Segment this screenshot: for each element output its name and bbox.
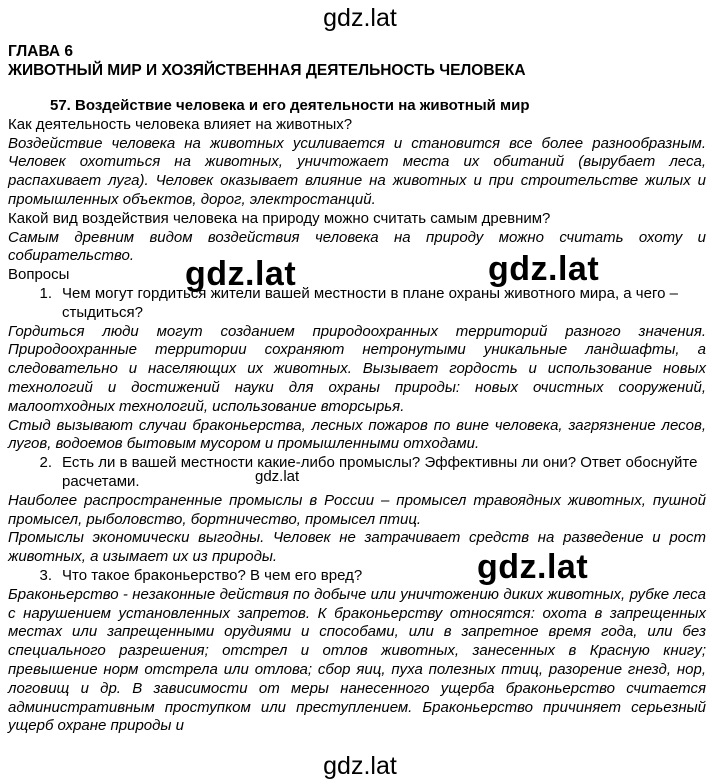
chapter-label: ГЛАВА 6	[8, 43, 74, 60]
questions-label: Вопросы	[8, 266, 70, 284]
watermark-mid-right: gdz.lat	[488, 250, 600, 288]
question-number: 2.	[39, 454, 52, 472]
watermark-top: gdz.lat	[323, 4, 397, 32]
intro-answer-1: Воздействие человека на животных усиливается и становится все более разнообразным. Человек охотиться на животных, уничтожает места их обитаний (вырубает леса, распахивает луга). Человек оказывает влияние на животных и при строительстве жилых и промышленных объектов, дорог, электростанций.	[8, 134, 706, 208]
answer-paragraph: Наиболее распространенные промыслы в России – промысел травоядных животных, пушной промысел, рыболовство, бортничество, промысел птиц.	[8, 491, 706, 528]
answer-paragraph: Промыслы экономически выгодны. Человек не затрачивает средств на разведение и рост животных, а изымает их из природы.	[8, 529, 706, 566]
answer-paragraph: Браконьерство - незаконные действия по добыче или уничтожению диких животных, рубке леса с нарушением установленных запретов. К браконьерству относятся: охота в запрещенных местах или запрещенными орудиями и способами, или в запретное время года, или без специального разрешения; отстрел и отлов животных, занесенных в Красную книгу; превышение норм отстрела или отлова; сбор яиц, пуха полезных птиц, разорение гнезд, нор, логовищ и др. В зависимости от меры нанесенного ущерба браконьерство считается административным проступком или преступлением. Браконьерство причиняет серьезный ущерб охране природы и	[8, 585, 706, 735]
question-text: Что такое браконьерство? В чем его вред?	[62, 566, 363, 584]
watermark-bottom: gdz.lat	[323, 752, 397, 780]
watermark-small: gdz.lat	[255, 468, 300, 485]
intro-answer-2: Самым древним видом воздействия человека на природу можно считать охоту и собирательство.	[8, 228, 706, 265]
question-number: 3.	[39, 566, 52, 584]
watermark-mid-left: gdz.lat	[185, 255, 297, 293]
intro-question-2: Какой вид воздействия человека на природу можно считать самым древним?	[8, 209, 551, 227]
question-item-2	[8, 454, 706, 492]
section-title: 57. Воздействие человека и его деятельности на животный мир	[50, 97, 530, 114]
answer-paragraph: Гордиться люди могут созданием природоохранных территорий разного значения. Природоохранные территории сохраняют нетронутыми уникальные ландшафты, а следовательно и населяющих их животных. Вызывает гордость и использование новых технологий и достижений науки для охраны природы: новых очистных сооружений, малоотходных технологий, использование вторсырья.	[8, 322, 706, 415]
chapter-title: ЖИВОТНЫЙ МИР И ХОЗЯЙСТВЕННАЯ ДЕЯТЕЛЬНОСТЬ ЧЕЛОВЕКА	[8, 62, 526, 79]
answer-paragraph: Стыд вызывают случаи браконьерства, лесных пожаров по вине человека, загрязнение лесов, лугов, водоемов бытовым мусором и промышленными отходами.	[8, 416, 706, 453]
question-item-1	[8, 285, 706, 323]
question-number: 1.	[39, 284, 52, 302]
question-item-3	[8, 567, 706, 586]
page-content	[8, 42, 706, 736]
intro-question-1: Как деятельность человека влияет на животных?	[8, 115, 353, 133]
question-text: Есть ли в вашей местности какие-либо промыслы? Эффективны ли они? Ответ обоснуйте расчетами.	[62, 454, 698, 490]
question-text: Чем могут гордиться жители вашей местности в плане охраны животного мира, а чего – стыдиться?	[62, 284, 678, 321]
watermark-lower-right: gdz.lat	[477, 548, 589, 586]
